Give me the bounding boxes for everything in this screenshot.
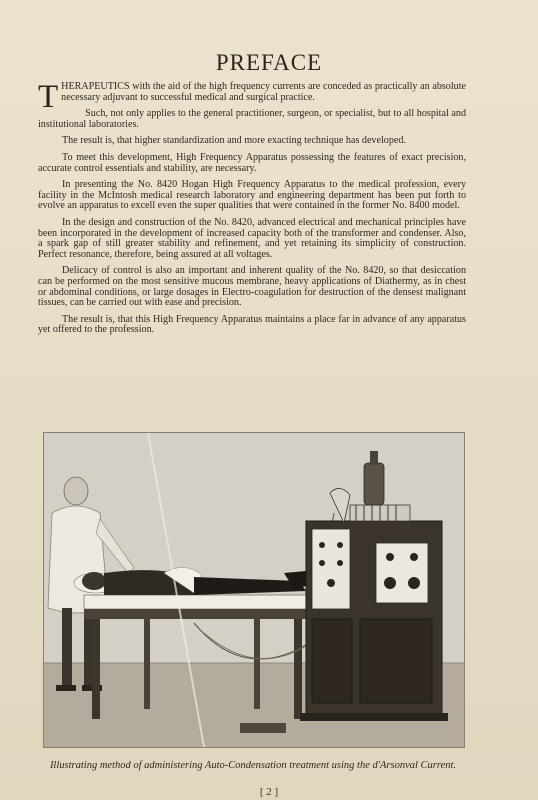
paragraph-5: In presenting the No. 8420 Hogan High Frequency Apparatus to the medical profession, every facility in the McIntosh medical research laboratory and engineering department has been put forth to evolve an apparatus to excell even the super qualities that were contained in the former No. 8400 model. [38, 179, 466, 212]
high-frequency-apparatus [300, 521, 448, 721]
photo-caption: Illustrating method of administering Auto-Condensation treatment using the d'Arsonval Current. [49, 760, 457, 771]
paragraph-3: The result is, that higher standardization and more exacting technique has developed. [62, 135, 406, 147]
preface-body [38, 79, 466, 342]
paragraph-4: To meet this development, High Frequency Apparatus possessing the features of exact precision, accurate control essentials and stability, are necessary. [38, 151, 466, 174]
paragraph-1 [38, 79, 466, 115]
illustration-photo [43, 432, 465, 748]
paragraph-2: Such, not only applies to the general practitioner, surgeon, or specialist, but to all hospital and institutional laboratories. [38, 108, 466, 130]
left-control-panel [312, 529, 350, 609]
photo-drawing [44, 433, 464, 747]
page-number: [ 2 ] [259, 786, 279, 798]
paragraph-6: In the design and construction of the No. 8420, advanced electrical and mechanical principles have been incorporated in the development of increased capacity both of the transformer and condenser. Also, a spark gap of still greater stability and refinement, and yet retaining its simplicity of construction. Perfect resonance, therefore, being assured at all voltages. [38, 216, 466, 260]
page-title: PREFACE [215, 50, 323, 75]
drop-cap: T [38, 79, 59, 115]
paragraph-1-text: HERAPEUTICS with the aid of the high frequency currents are conceded as practically an absolute necessary adjuvant to successful medical and surgical practice. [61, 81, 466, 103]
paragraph-8: The result is, that this High Frequency Apparatus maintains a place far in advance of any apparatus yet offered to the profession. [38, 313, 466, 336]
foot-plate [240, 723, 286, 733]
paragraph-7: Delicacy of control is also an important and inherent quality of the No. 8420, so that desiccation can be performed on the most sensitive mucous membrane, heavy applications of Diathermy, as in chest or abdominal conditions, or large dosages in Electro-coagulation for destruction of the densest malignant tissues, can be carried out with ease and precision. [38, 265, 466, 309]
right-control-panel [376, 543, 428, 603]
